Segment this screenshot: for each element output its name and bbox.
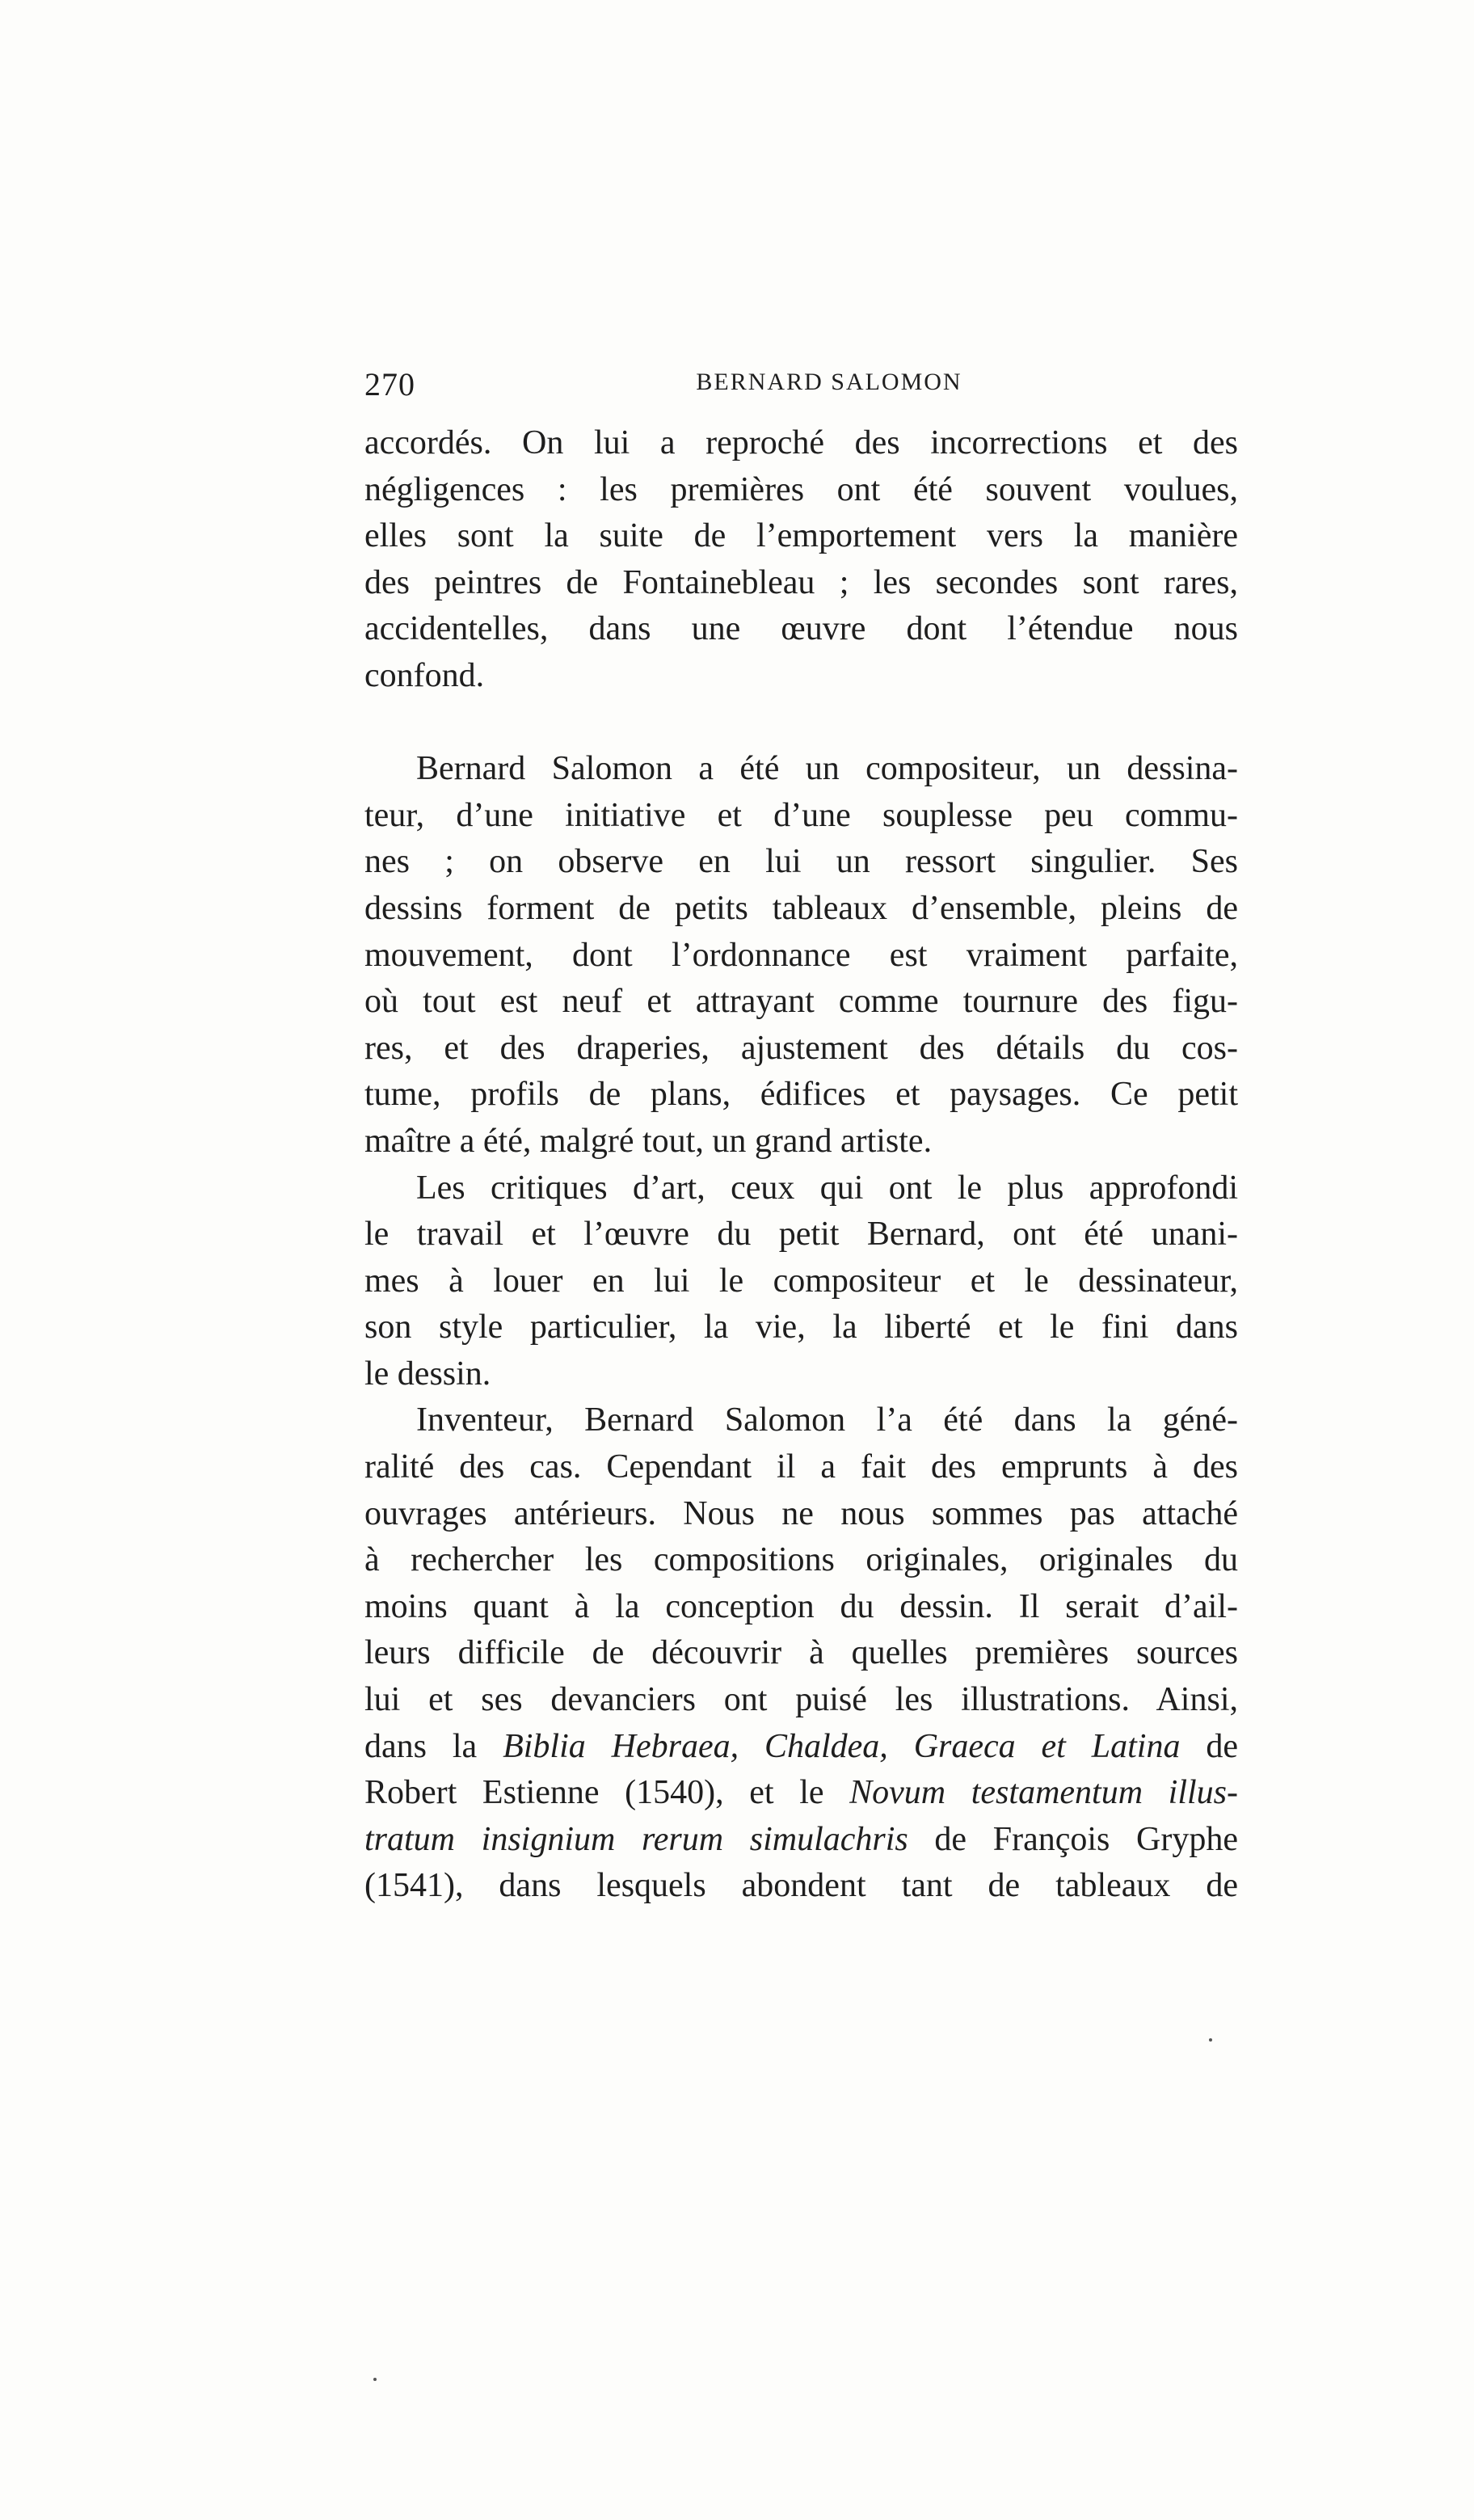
text-line-with-italic xyxy=(364,1724,1238,1771)
paper-speck xyxy=(373,2378,377,2381)
text-line: confond. xyxy=(364,656,485,694)
text-line: teur, d’une initiative et d’une souplesse peu commu- xyxy=(364,796,1238,834)
line-text: Robert Estienne (1540), et le xyxy=(364,1774,850,1812)
text-line: Les critiques d’art, ceux qui ont le plus approfondi xyxy=(416,1169,1238,1207)
text-line-with-italic xyxy=(364,1817,1238,1864)
text-line: le travail et l’œuvre du petit Bernard, ont été unani- xyxy=(364,1216,1238,1254)
running-title: BERNARD SALOMON xyxy=(696,369,962,395)
text-line: maître a été, malgré tout, un grand artiste. xyxy=(364,1122,933,1160)
text-line: accordés. On lui a reproché des incorrections et des xyxy=(364,424,1238,461)
line-text: dans la xyxy=(364,1727,503,1765)
running-head xyxy=(364,365,1237,414)
text-line: Bernard Salomon a été un compositeur, un dessina- xyxy=(416,750,1238,788)
text-line: leurs difficile de découvrir à quelles premières sources xyxy=(364,1634,1238,1672)
line-text: de xyxy=(1180,1727,1238,1765)
italic-title: tratum insignium rerum simulachris xyxy=(364,1820,908,1858)
italic-title: Novum testamentum illus- xyxy=(849,1774,1239,1812)
text-line: dessins forment de petits tableaux d’ensemble, pleins de xyxy=(364,889,1238,927)
text-line: à rechercher les compositions originales, originales du xyxy=(364,1541,1238,1579)
italic-title: Biblia Hebraea, Chaldea, Graeca et Latina xyxy=(503,1727,1181,1765)
text-line: négligences : les premières ont été souvent voulues, xyxy=(364,470,1238,508)
paragraph-gap xyxy=(364,700,1238,747)
text-line: son style particulier, la vie, la liberté et le fini dans xyxy=(364,1308,1238,1346)
text-line: mouvement, dont l’ordonnance est vraiment parfaite, xyxy=(364,936,1238,974)
paper-speck xyxy=(1209,2038,1212,2042)
body-text xyxy=(364,420,1238,1910)
text-line: tume, profils de plans, édifices et paysages. Ce petit xyxy=(364,1076,1238,1114)
text-line: ralité des cas. Cependant il a fait des emprunts à des xyxy=(364,1448,1238,1486)
text-line: où tout est neuf et attrayant comme tournure des figu- xyxy=(364,983,1238,1021)
line-text: de François Gryphe xyxy=(908,1820,1238,1858)
text-line: nes ; on observe en lui un ressort singulier. Ses xyxy=(364,843,1238,881)
page-number: 270 xyxy=(364,366,415,402)
text-line: ouvrages antérieurs. Nous ne nous sommes pas attaché xyxy=(364,1494,1238,1532)
text-line: moins quant à la conception du dessin. Il serait d’ail- xyxy=(364,1587,1238,1625)
text-line: res, et des draperies, ajustement des détails du cos- xyxy=(364,1029,1238,1067)
text-line: accidentelles, dans une œuvre dont l’étendue nous xyxy=(364,610,1238,648)
text-line: des peintres de Fontainebleau ; les secondes sont rares, xyxy=(364,563,1238,601)
text-line: mes à louer en lui le compositeur et le dessinateur, xyxy=(364,1262,1238,1300)
text-line: le dessin. xyxy=(364,1355,491,1393)
text-line: elles sont la suite de l’emportement vers la manière xyxy=(364,517,1238,555)
text-line: lui et ses devanciers ont puisé les illustrations. Ainsi, xyxy=(364,1681,1238,1719)
text-line: (1541), dans lesquels abondent tant de tableaux de xyxy=(364,1867,1238,1905)
text-line: Inventeur, Bernard Salomon l’a été dans la géné- xyxy=(416,1401,1238,1439)
text-line-with-italic xyxy=(364,1770,1238,1817)
